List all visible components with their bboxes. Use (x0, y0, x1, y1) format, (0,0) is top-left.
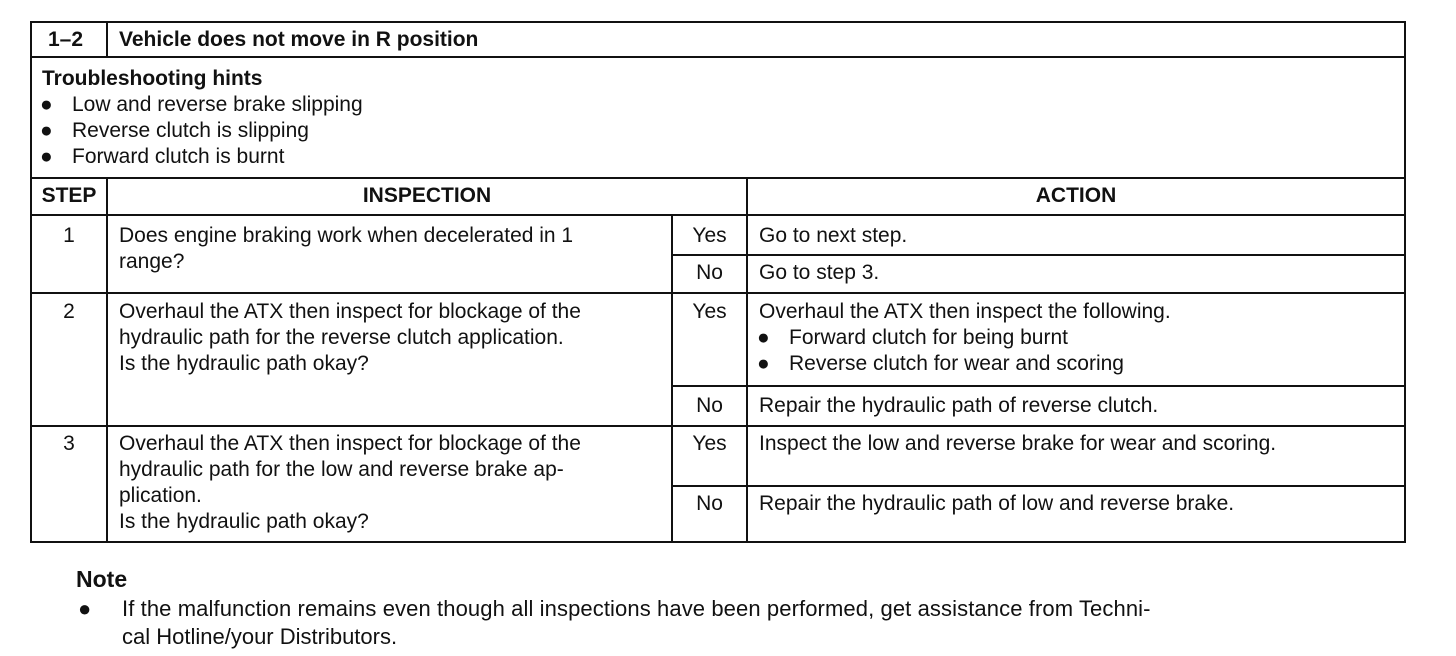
col-header-inspection: INSPECTION (362, 184, 492, 207)
rule-hints-bottom (30, 177, 1406, 179)
note-text: If the malfunction remains even though all inspections have been performed, get assistance from Techni- (122, 596, 1151, 621)
hint-text: Forward clutch is burnt (72, 145, 285, 168)
no-label: No (696, 394, 723, 417)
action-text: Repair the hydraulic path of low and reverse brake. (759, 492, 1235, 515)
col-header-step: STEP (41, 184, 97, 207)
inspection-text: hydraulic path for the reverse clutch application. (119, 326, 564, 349)
action-text: Go to next step. (759, 224, 908, 247)
action-text: Overhaul the ATX then inspect the following. (759, 300, 1171, 323)
note-title: Note (76, 566, 128, 592)
note-text: cal Hotline/your Distributors. (122, 624, 398, 649)
hint-text: Reverse clutch is slipping (72, 119, 309, 142)
bullet-icon: ● (757, 352, 770, 375)
action-text: Repair the hydraulic path of reverse clutch. (759, 394, 1159, 417)
rule-header-divider (106, 21, 108, 57)
rule-header-bottom (30, 56, 1406, 58)
inspection-text: Overhaul the ATX then inspect for blockage of the (119, 432, 581, 455)
yes-label: Yes (692, 224, 727, 247)
step-number: 1 (63, 224, 75, 247)
rule-colheads-bottom (30, 214, 1406, 216)
rule-action-divider (746, 177, 748, 543)
bullet-icon: ● (757, 326, 770, 349)
action-bullet-item (757, 325, 1068, 351)
step-number: 3 (63, 432, 75, 455)
hint-item (40, 118, 309, 144)
bullet-icon: ● (40, 93, 53, 116)
rule-row3-mid (672, 485, 1406, 487)
rule-step-divider (106, 177, 108, 543)
col-header-action: ACTION (1035, 184, 1117, 207)
hint-text: Low and reverse brake slipping (72, 93, 363, 116)
action-text: Inspect the low and reverse brake for wear and scoring. (759, 432, 1277, 455)
hint-item (40, 92, 363, 118)
inspection-text: Is the hydraulic path okay? (119, 510, 369, 533)
inspection-text: Overhaul the ATX then inspect for blockage of the (119, 300, 581, 323)
no-label: No (696, 261, 723, 284)
step-number: 2 (63, 300, 75, 323)
inspection-text: plication. (119, 484, 202, 507)
note-bullet-icon: ● (78, 596, 92, 621)
inspection-text: Is the hydraulic path okay? (119, 352, 369, 375)
bullet-icon: ● (40, 119, 53, 142)
rule-row2-mid (672, 385, 1406, 387)
yes-label: Yes (692, 300, 727, 323)
no-label: No (696, 492, 723, 515)
hints-title: Troubleshooting hints (42, 67, 263, 90)
inspection-text: range? (119, 250, 185, 273)
inspection-text: hydraulic path for the low and reverse brake ap- (119, 458, 564, 481)
inspection-text: Does engine braking work when decelerated in 1 (119, 224, 574, 247)
section-code: 1–2 (48, 28, 84, 51)
action-text: Go to step 3. (759, 261, 880, 284)
rule-row2-bottom (30, 425, 1406, 427)
rule-row1-bottom (30, 292, 1406, 294)
yes-label: Yes (692, 432, 727, 455)
action-bullet-text: Forward clutch for being burnt (789, 326, 1068, 349)
bullet-icon: ● (40, 145, 53, 168)
hint-item (40, 144, 284, 170)
section-title: Vehicle does not move in R position (119, 28, 479, 51)
action-bullet-text: Reverse clutch for wear and scoring (789, 352, 1124, 375)
action-bullet-item (757, 351, 1124, 377)
rule-row1-mid (672, 254, 1406, 256)
